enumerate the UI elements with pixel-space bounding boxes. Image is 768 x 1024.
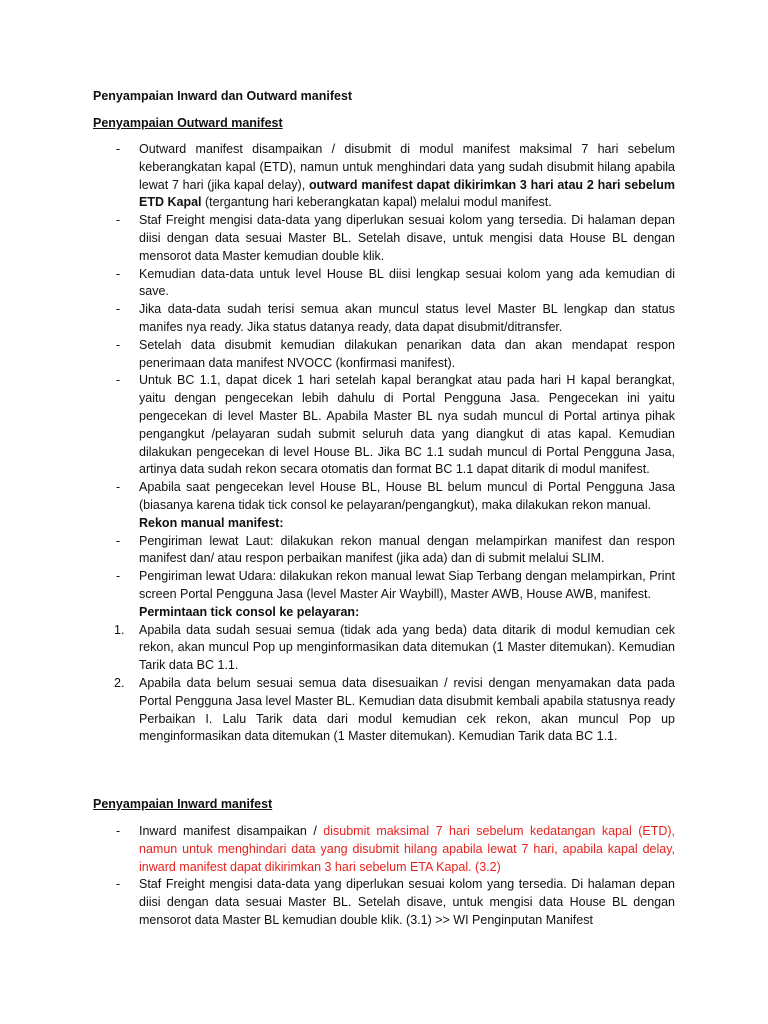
list-item: - Kemudian data-data untuk level House BL diisi lengkap sesuai kolom yang ada kemudian di save.: [116, 266, 675, 299]
numbered-item: 2. Apabila data belum sesuai semua data disesuaikan / revisi dengan menyamakan data pada Portal Pengguna Jasa level Master BL. Kemudian data disubmit kembali apabila statusnya ready Perbaikan I. Lalu Tarik data dari modul kemudian cek rekon, akan muncul Pop up menginformasikan data ditemukan (1 Master ditemukan). Kemudian Tarik data BC 1.1.: [114, 675, 675, 744]
bullet-marker: -: [116, 302, 121, 317]
numbered-item: 1. Apabila data sudah sesuai semua (tidak ada yang beda) data ditarik di modul kemudian cek rekon, akan muncul Pop up menginformasikan data ditemukan (1 Master ditemukan). Kemudian Tarik data BC 1.1.: [114, 622, 675, 673]
bullet-marker: -: [116, 569, 121, 584]
list-item: - Staf Freight mengisi data-data yang diperlukan sesuai kolom yang tersedia. Di halaman depan diisi dengan data sesuai Master BL. Setelah disave, untuk mengisi data House BL dengan mensorot data Master BL kemudian double klik. (3.1) >> WI Penginputan Manifest: [116, 877, 675, 927]
list-item: - Outward manifest disampaikan / disubmit di modul manifest maksimal 7 hari sebelum keberangkatan kapal (ETD), namun untuk menghindari data yang sudah disubmit hilang apabila lewat 7 hari (jika kapal delay), outward manifest dapat dikirimkan 3 hari atau 2 hari sebelum ETD Kapal (tergantung hari keberangkatan kapal) melalui modul manifest.: [116, 142, 675, 210]
list-item: - Jika data-data sudah terisi semua akan muncul status level Master BL lengkap dan status manifes nya ready. Jika status datanya ready, data dapat disubmit/ditransfer.: [116, 302, 675, 334]
outward-list: [93, 141, 675, 746]
list-item: - Untuk BC 1.1, dapat dicek 1 hari setelah kapal berangkat atau pada hari H kapal berangkat, yaitu dengan pengecekan lebih dahulu di Portal Pengguna Jasa. Pengecekan ini yaitu pengecekan di level Master BL. Apabila Master BL nya sudah muncul di Portal artinya pihak pengangkut /pelayaran sudah submit seluruh data yang diangkut di atas kapal. Kemudian dilakukan pengecekan di level House BL. Jika BC 1.1 sudah muncul di Portal Pengguna Jasa, artinya data sudah rekon secara otomatis dan format BC 1.1 dapat ditarik di modul manifest.: [116, 373, 675, 477]
bullet-marker: -: [116, 142, 121, 156]
bullet-marker: -: [116, 533, 121, 548]
red-highlight-text: disubmit maksimal 7 hari sebelum kedatangan kapal (ETD), namun untuk menghindari data yang disubmit hilang apabila lewat 7 hari, apabila kapal delay, inward manifest dapat dikirimkan 3 hari sebelum ETA Kapal. (3.2): [139, 824, 675, 874]
bullet-marker: -: [116, 877, 121, 892]
list-item: - Inward manifest disampaikan / disubmit maksimal 7 hari sebelum kedatangan kapal (ETD), namun untuk menghindari data yang disubmit hilang apabila lewat 7 hari, apabila kapal delay, inward manifest dapat dikirimkan 3 hari sebelum ETA Kapal. (3.2): [116, 824, 675, 874]
rekon-manual-heading: Rekon manual manifest:: [139, 515, 284, 530]
number-marker: 2.: [114, 675, 125, 690]
bullet-marker: -: [116, 266, 121, 281]
list-item: - Pengiriman lewat Laut: dilakukan rekon manual dengan melampirkan manifest dan respon manifest dan/ atau respon perbaikan manifest (jika ada) dan di submit melalui SLIM.: [116, 533, 675, 566]
inward-section-heading: Penyampaian Inward manifest: [93, 797, 273, 811]
number-marker: 1.: [114, 622, 125, 637]
inward-list: [93, 823, 675, 930]
bullet-marker: -: [116, 337, 121, 352]
list-item: - Setelah data disubmit kemudian dilakukan penarikan data dan akan mendapat respon penerimaan data manifest NVOCC (konfirmasi manifest).: [116, 337, 675, 370]
bullet-marker: -: [116, 213, 121, 228]
tick-consol-heading: Permintaan tick consol ke pelayaran:: [139, 604, 360, 619]
list-item: - Apabila saat pengecekan level House BL, House BL belum muncul di Portal Pengguna Jasa (biasanya karena tidak tick consol ke pelayaran/pengangkut), maka dilakukan rekon manual.: [116, 480, 675, 512]
bullet-marker: -: [116, 373, 121, 388]
outward-section-heading: Penyampaian Outward manifest: [93, 116, 283, 130]
list-item: - Pengiriman lewat Udara: dilakukan rekon manual lewat Siap Terbang dengan melampirkan, Print screen Portal Pengguna Jasa (level Master Air Waybill), Master AWB, House AWB, manifest.: [116, 569, 675, 601]
bullet-marker: -: [116, 480, 121, 495]
document-title: Penyampaian Inward dan Outward manifest: [93, 89, 353, 103]
bullet-marker: -: [116, 824, 121, 838]
list-item: - Staf Freight mengisi data-data yang diperlukan sesuai kolom yang tersedia. Di halaman depan diisi dengan data sesuai Master BL. Setelah disave, untuk mengisi data House BL dengan mensorot data Master kemudian double klik.: [116, 213, 675, 263]
